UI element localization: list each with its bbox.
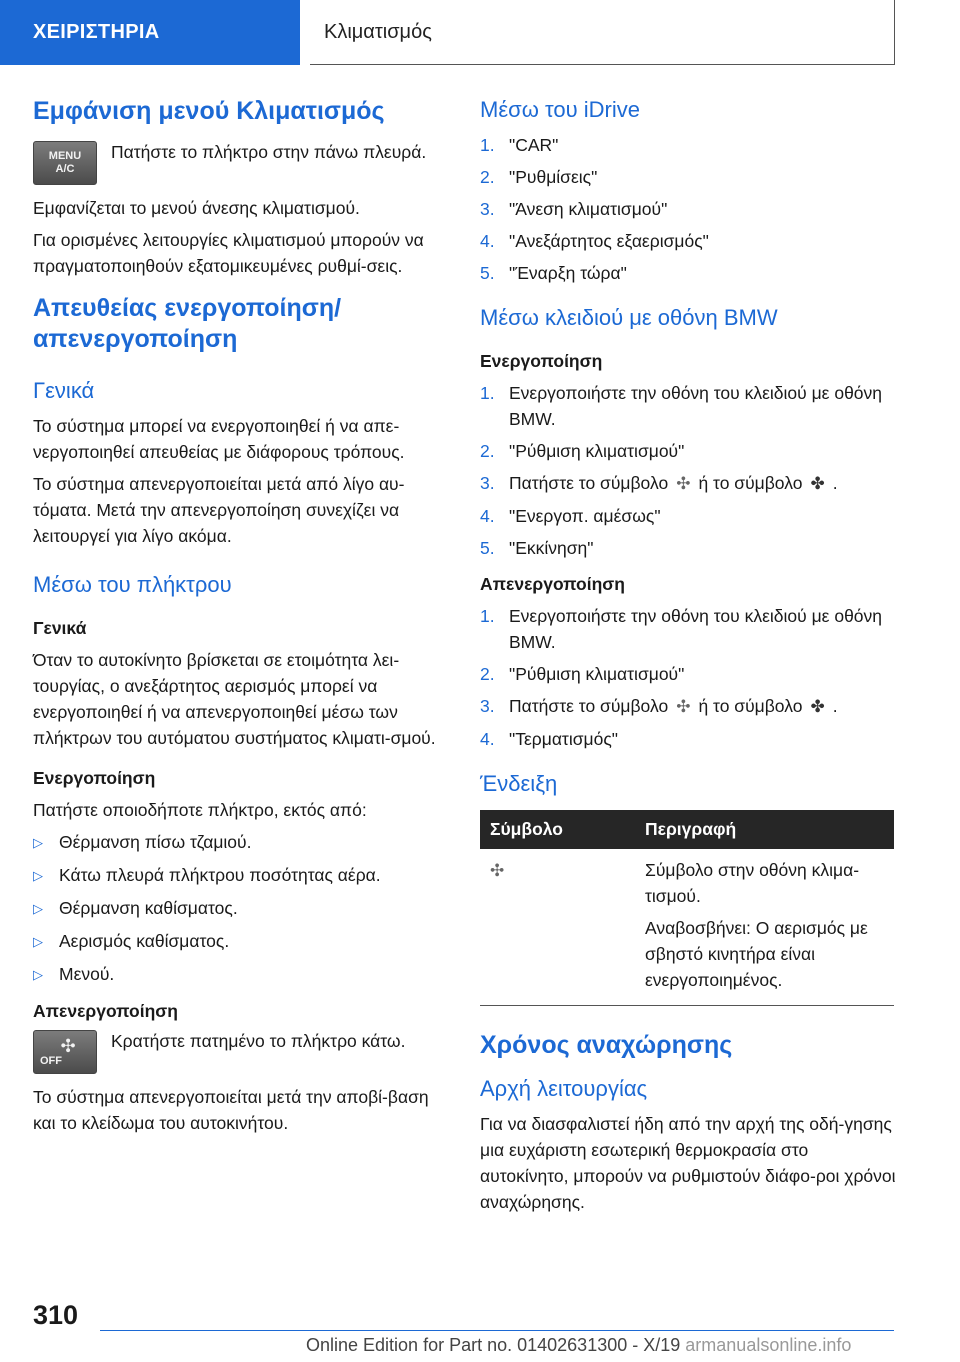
menu-button-line1: MENU xyxy=(48,150,82,162)
page-number: 310 xyxy=(33,1300,79,1330)
table-row xyxy=(480,849,894,1006)
table-cell-text: Αναβοσβήνει: Ο αερισμός με σβηστό κινητήρα είναι ενεργοποιημένος. xyxy=(645,918,868,990)
chapter-title: Κλιματισμός xyxy=(324,20,432,43)
heading-via-display-key: Μέσω κλειδιού με οθόνη BMW xyxy=(480,305,778,330)
fan-symbol-icon: ✣ xyxy=(676,697,691,716)
subheading-deactivation: Απενεργοποίηση xyxy=(33,1001,178,1021)
idrive-steps xyxy=(480,132,896,286)
off-button-row xyxy=(33,1030,449,1074)
list-item: ▷ Μενού. xyxy=(33,961,449,988)
fan-bold-symbol-icon: ✤ xyxy=(810,474,825,493)
list-item: 1. Ενεργοποιήστε την οθόνη του κλειδιού με οθόνη BMW. xyxy=(480,606,883,652)
subheading-general: Γενικά xyxy=(33,618,87,638)
section-tab xyxy=(0,0,300,65)
list-item: 3. Πατήστε το σύμβολο ✣ ή το σύμβολο ✤ . xyxy=(480,470,896,497)
list-item: 1. "CAR" xyxy=(480,135,559,155)
fan-icon: ✣ xyxy=(60,1035,76,1056)
edition-text: Online Edition for Part no. 01402631300 - X/19 xyxy=(306,1335,681,1355)
right-column xyxy=(480,96,896,1221)
triangle-bullet-icon: ▷ xyxy=(33,868,43,883)
triangle-bullet-icon: ▷ xyxy=(33,934,43,949)
list-item: 3. "Άνεση κλιματισμού" xyxy=(480,199,668,219)
off-label: OFF xyxy=(40,1054,62,1067)
off-instruction: Κρατήστε πατημένο το πλήκτρο κάτω. xyxy=(111,1031,406,1051)
heading-general: Γενικά xyxy=(33,378,95,403)
chapter-header xyxy=(310,0,895,65)
list-item: 5. "Έναρξη τώρα" xyxy=(480,263,627,283)
menu-ac-button-icon xyxy=(33,141,97,185)
fan-bold-symbol-icon: ✤ xyxy=(810,697,825,716)
fan-symbol-icon: ✣ xyxy=(676,474,691,493)
menu-paragraph-2: Για ορισμένες λειτουργίες κλιματισμού μπορούν να πραγματοποιηθούν εξατομικευμένες ρυθμί-σεις. xyxy=(33,230,424,276)
list-item: ▷ Κάτω πλευρά πλήκτρου ποσότητας αέρα. xyxy=(33,862,449,889)
activation-paragraph: Πατήστε οποιοδήποτε πλήκτρο, εκτός από: xyxy=(33,800,367,820)
left-column xyxy=(33,96,449,1142)
table-header-description: Περιγραφή xyxy=(635,810,894,849)
heading-principle: Αρχή λειτουργίας xyxy=(480,1076,648,1101)
fan-off-button-icon xyxy=(33,1030,97,1074)
general-paragraph-2: Το σύστημα απενεργοποιείται μετά από λίγο αυ-τόματα. Μετά την απενεργοποίηση συνεχίζει να λειτουργεί για λίγο ακόμα. xyxy=(33,474,405,546)
list-item: ▷ Αερισμός καθίσματος. xyxy=(33,928,449,955)
principle-paragraph: Για να διασφαλιστεί ήδη από την αρχή της οδή-γησης μια ευχάριστη εσωτερική θερμοκρασία στο αυτοκίνητο, μπορούν να ρυθμιστούν διάφο-ροι χρόνοι αναχώρησης. xyxy=(480,1114,896,1212)
activation-steps xyxy=(480,380,896,561)
list-item: 4. "Τερματισμός" xyxy=(480,729,618,749)
list-item: 3. Πατήστε το σύμβολο ✣ ή το σύμβολο ✤ . xyxy=(480,693,896,720)
exception-list xyxy=(33,829,449,988)
heading-via-key: Μέσω του πλήκτρου xyxy=(33,572,232,597)
fan-symbol-icon: ✣ xyxy=(490,861,505,880)
triangle-bullet-icon: ▷ xyxy=(33,967,43,982)
list-item: 4. "Ενεργοπ. αμέσως" xyxy=(480,506,661,526)
subheading-activation: Ενεργοποίηση xyxy=(480,351,603,371)
heading-direct-activation: Απευθείας ενεργοποίηση/ απενεργοποίηση xyxy=(33,294,342,353)
list-item: 2. "Ρύθμιση κλιματισμού" xyxy=(480,664,685,684)
triangle-bullet-icon: ▷ xyxy=(33,835,43,850)
menu-button-row xyxy=(33,141,449,185)
subheading-activation: Ενεργοποίηση xyxy=(33,768,156,788)
menu-instruction: Πατήστε το πλήκτρο στην πάνω πλευρά. xyxy=(111,142,427,162)
menu-paragraph-1: Εμφανίζεται το μενού άνεσης κλιματισμού. xyxy=(33,198,360,218)
heading-indicator: Ένδειξη xyxy=(480,771,558,796)
list-item: 2. "Ρυθμίσεις" xyxy=(480,167,598,187)
key-general-paragraph: Όταν το αυτοκίνητο βρίσκεται σε ετοιμότητα λει-τουργίας, ο ανεξάρτητος αερισμός μπορεί να ενεργοποιηθεί ή να απενεργοποιηθεί μέσω των πλήκτρων του αυτόματου συστήματος κλιματι-σμού. xyxy=(33,650,436,748)
table-header-symbol: Σύμβολο xyxy=(480,810,635,849)
section-title: ΧΕΙΡΙΣΤΗΡΙΑ xyxy=(33,21,160,43)
triangle-bullet-icon: ▷ xyxy=(33,901,43,916)
list-item: 1. Ενεργοποιήστε την οθόνη του κλειδιού με οθόνη BMW. xyxy=(480,383,883,429)
deactivation-steps xyxy=(480,603,896,752)
footer xyxy=(306,1335,851,1356)
subheading-deactivation: Απενεργοποίηση xyxy=(480,574,625,594)
heading-via-idrive: Μέσω του iDrive xyxy=(480,97,640,122)
list-item: 5. "Εκκίνηση" xyxy=(480,538,594,558)
watermark-text: armanualsonline.info xyxy=(685,1335,852,1355)
menu-button-line2: A/C xyxy=(55,163,75,175)
table-cell-text: Σύμβολο στην οθόνη κλιμα-τισμού. xyxy=(645,860,860,906)
footer-divider xyxy=(100,1330,894,1331)
heading-show-menu: Εμφάνιση μενού Κλιματισμός xyxy=(33,97,385,125)
list-item: 4. "Ανεξάρτητος εξαερισμός" xyxy=(480,231,709,251)
list-item: ▷ Θέρμανση πίσω τζαμιού. xyxy=(33,829,449,856)
list-item: 2. "Ρύθμιση κλιματισμού" xyxy=(480,441,685,461)
list-item: ▷ Θέρμανση καθίσματος. xyxy=(33,895,449,922)
heading-departure-time: Χρόνος αναχώρησης xyxy=(480,1031,733,1059)
general-paragraph-1: Το σύστημα μπορεί να ενεργοποιηθεί ή να απε-νεργοποιηθεί απευθείας με διάφορους τρόπους. xyxy=(33,416,405,462)
indicator-table xyxy=(480,810,894,1006)
deactivation-paragraph: Το σύστημα απενεργοποιείται μετά την αποβί-βαση και το κλείδωμα του αυτοκινήτου. xyxy=(33,1087,429,1133)
